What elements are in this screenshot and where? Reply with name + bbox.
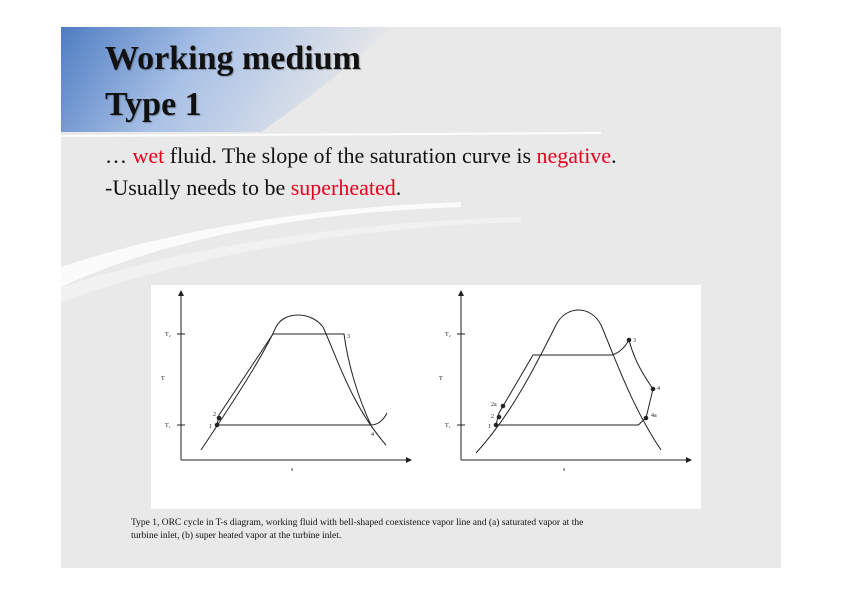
right-diagram-labels	[439, 332, 660, 473]
body-text-line-1	[105, 145, 617, 167]
right-point-4-label: 4	[657, 386, 660, 392]
line-1-prefix: …	[105, 143, 133, 168]
slide-title-line-2: Type 1	[105, 86, 202, 123]
right-point-3-label: 3	[633, 338, 636, 344]
right-point-3-marker	[627, 338, 631, 342]
line-2-suffix: .	[395, 175, 402, 200]
left-saturation-dome	[201, 315, 386, 450]
left-point-3-label: 3	[347, 334, 350, 340]
left-diagram-labels	[161, 332, 374, 473]
left-tick-high-label: T₂	[165, 332, 171, 338]
ts-diagrams	[151, 285, 701, 509]
slide-title-line-1: Working medium	[105, 40, 361, 77]
right-point-4a-label: 4a	[651, 413, 657, 419]
left-expansion-tail	[371, 413, 387, 425]
right-point-2-marker	[497, 415, 501, 419]
line-1-middle: fluid. The slope of the saturation curve is	[164, 143, 537, 168]
left-point-1-marker	[215, 423, 219, 427]
right-point-2-label: 2	[491, 414, 494, 420]
left-point-2-marker	[217, 416, 221, 420]
body-text-line-2	[105, 177, 401, 199]
right-y-axis-label: T	[439, 376, 443, 382]
line-1-suffix: .	[611, 143, 617, 168]
right-tick-high-label: T₂	[445, 332, 451, 338]
right-x-axis-label: s	[563, 467, 566, 473]
left-y-axis-label: T	[161, 376, 165, 382]
right-ts-diagram	[457, 293, 689, 460]
right-point-2a-marker	[501, 404, 505, 408]
ts-diagram-figure	[151, 285, 701, 509]
caption-line-1: Type 1, ORC cycle in T-s diagram, working fluid with bell-shaped coexistence vapor line and (a) saturated vapor at the	[131, 518, 584, 528]
left-x-axis-label: s	[291, 467, 294, 473]
figure-caption	[131, 517, 731, 543]
right-point-4-marker	[651, 387, 655, 391]
caption-line-2: turbine inlet, (b) super heated vapor at the turbine inlet.	[131, 531, 342, 542]
right-point-1-label: 1	[488, 424, 491, 430]
highlight-superheated: superheated	[290, 175, 396, 200]
left-ts-diagram	[177, 293, 409, 460]
right-cycle-path	[496, 340, 653, 425]
right-tick-low-label: T₁	[445, 423, 451, 429]
slide	[61, 27, 781, 568]
highlight-negative: negative	[536, 143, 612, 168]
left-point-2-label: 2	[213, 412, 216, 418]
highlight-wet: wet	[132, 143, 165, 168]
right-point-4a-marker	[644, 416, 648, 420]
right-point-1-marker	[494, 423, 498, 427]
right-point-2a-label: 2a	[491, 402, 497, 408]
line-2-prefix: -Usually needs to be	[105, 175, 291, 200]
left-tick-low-label: T₁	[165, 423, 171, 429]
right-saturation-dome	[476, 310, 661, 453]
left-point-1-label: 1	[209, 424, 212, 430]
left-point-4-label: 4	[371, 432, 374, 438]
left-cycle-path	[217, 334, 371, 425]
